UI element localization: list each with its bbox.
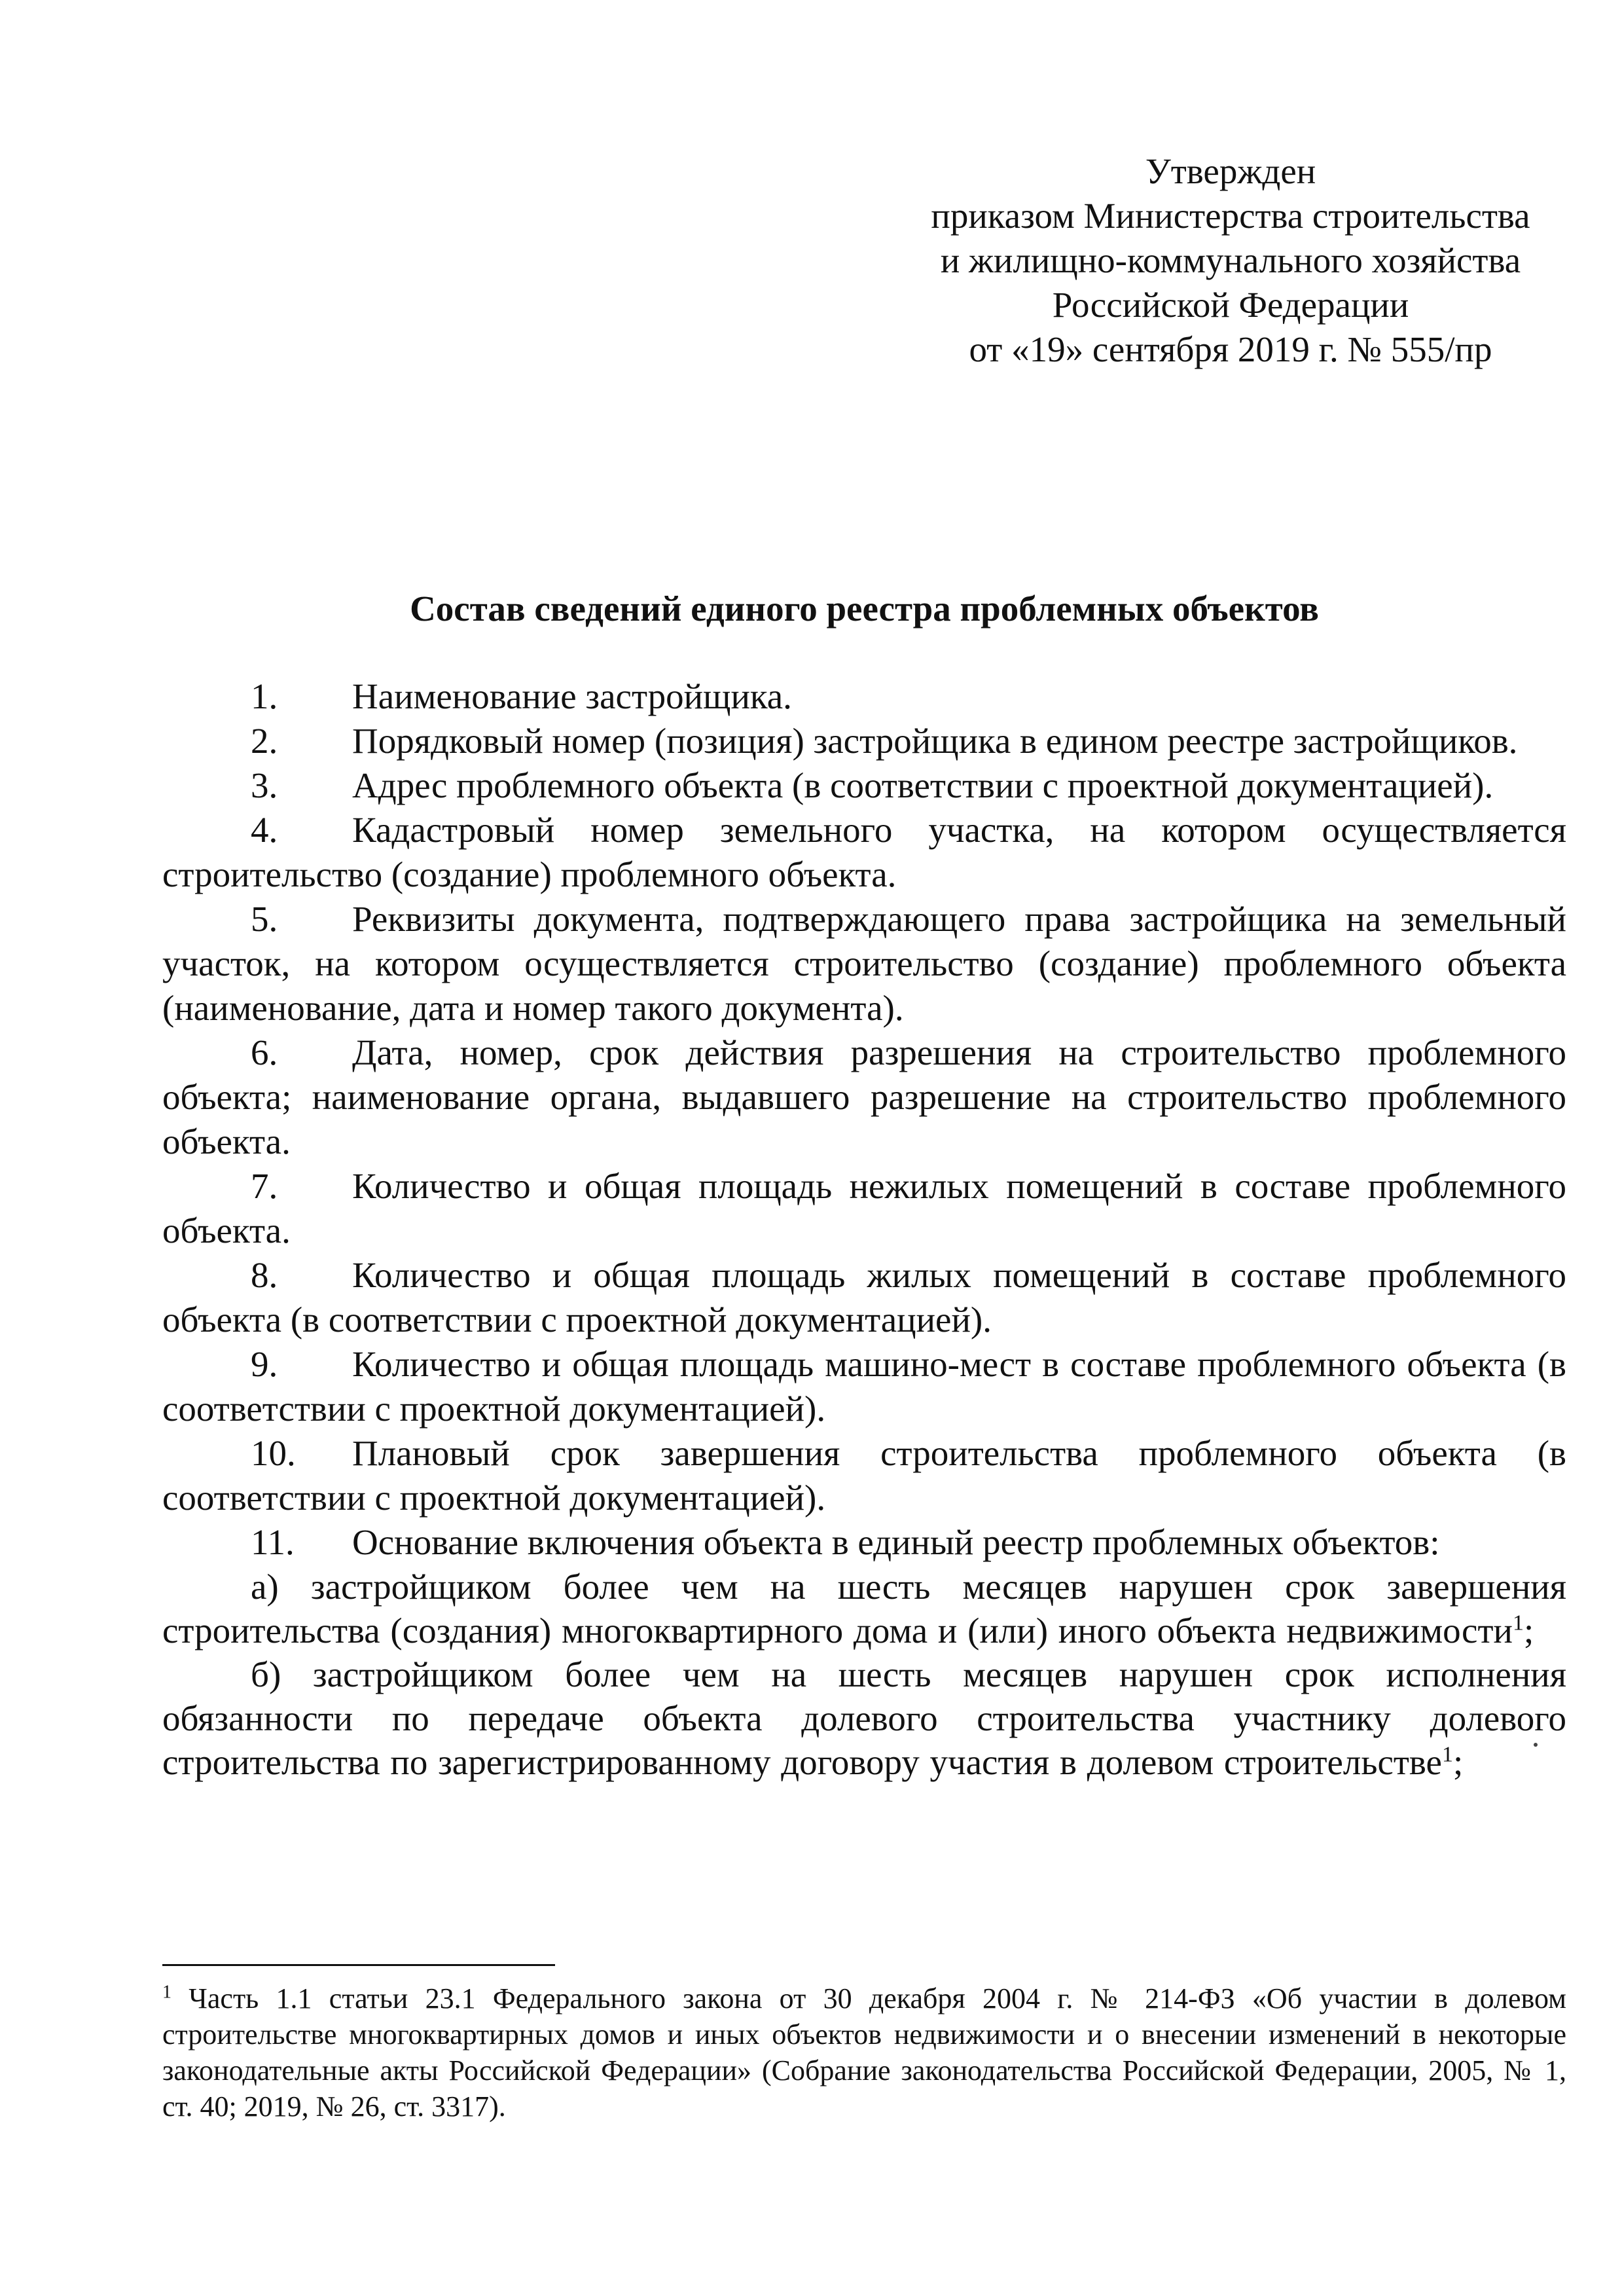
- list-item-number: 8.: [251, 1255, 278, 1295]
- approval-line-4: Российской Федерации: [1052, 285, 1409, 325]
- document-title: Состав сведений единого реестра проблемных объектов: [410, 589, 1319, 629]
- list-item-number: 1.: [251, 676, 278, 716]
- approval-line-3: и жилищно-коммунального хозяйства: [940, 240, 1521, 280]
- list-item: [162, 1030, 1566, 1164]
- footnote-ref: 1: [1512, 1611, 1524, 1635]
- list-item-text: Основание включения объекта в единый реестр проблемных объектов:: [352, 1522, 1440, 1562]
- approval-line-5: от «19» сентября 2019 г. № 555/пр: [969, 329, 1492, 369]
- footnote-divider: [162, 1964, 555, 1966]
- list-item: [162, 1520, 1566, 1565]
- list-item-number: 2.: [251, 721, 278, 761]
- list-item-text: Кадастровый номер земельного участка, на котором осуществляется строительство (создание) проблемного объекта.: [162, 810, 1566, 894]
- list-item-number: 5.: [251, 899, 278, 939]
- list-item: [162, 1342, 1566, 1431]
- footnote: [162, 1980, 1566, 2124]
- footnote-marker: 1: [162, 1982, 171, 2003]
- list-item-number: 9.: [251, 1344, 278, 1384]
- approval-line-1: Утвержден: [1145, 151, 1316, 191]
- approval-block: [880, 149, 1581, 372]
- subitem-a: [162, 1565, 1566, 1652]
- list-item-number: 10.: [251, 1433, 296, 1473]
- list-item-text: Количество и общая площадь жилых помещений в составе проблемного объекта (в соответствии с проектной документацией).: [162, 1255, 1566, 1339]
- list-item-number: 3.: [251, 765, 278, 805]
- list-item-text: Реквизиты документа, подтверждающего права застройщика на земельный участок, на котором осуществляется строительство (создание) проблемного объекта (наименование, дата и номер такого документа).: [162, 899, 1566, 1028]
- list-item: [162, 719, 1566, 763]
- footnote-ref: 1: [1441, 1742, 1453, 1767]
- subitem-b-text: б) застройщиком более чем на шесть месяцев нарушен срок исполнения обязанности по передаче объекта долевого строительства участнику долевого строительства по зарегистрированному договору участия в долевом строительстве: [162, 1654, 1566, 1782]
- subitem-b: [162, 1652, 1566, 1784]
- list-item: [162, 1431, 1566, 1520]
- list-item-text: Количество и общая площадь нежилых помещений в составе проблемного объекта.: [162, 1166, 1566, 1250]
- list-item-number: 6.: [251, 1032, 278, 1072]
- list-item: [162, 808, 1566, 897]
- subitem-b-end: ;: [1452, 1742, 1464, 1782]
- list-item-text: Дата, номер, срок действия разрешения на строительство проблемного объекта; наименование органа, выдавшего разрешение на строительство проблемного объекта.: [162, 1032, 1566, 1161]
- list-item: [162, 1164, 1566, 1253]
- list-item-text: Наименование застройщика.: [352, 676, 792, 716]
- list-item-number: 11.: [251, 1522, 295, 1562]
- list-item: [162, 897, 1566, 1030]
- list-item-number: 4.: [251, 810, 278, 850]
- approval-line-2: приказом Министерства строительства: [931, 196, 1530, 236]
- list-item: [162, 763, 1566, 808]
- list-item-text: Количество и общая площадь машино-мест в составе проблемного объекта (в соответствии с проектной документацией).: [162, 1344, 1566, 1429]
- footnote-text: Часть 1.1 статьи 23.1 Федерального закона от 30 декабря 2004 г. № 214-ФЗ «Об участии в долевом строительстве многоквартирных домов и иных объектов недвижимости и о внесении изменений в некоторые законодательные акты Российской Федерации» (Собрание законодательства Российской Федерации, 2005, № 1, ст. 40; 2019, № 26, ст. 3317).: [162, 1982, 1566, 2123]
- subitem-a-end: ;: [1523, 1611, 1534, 1650]
- list-item-text: Адрес проблемного объекта (в соответствии с проектной документацией).: [352, 765, 1494, 805]
- list-item-number: 7.: [251, 1166, 278, 1206]
- subitem-a-text: а) застройщиком более чем на шесть месяцев нарушен срок завершения строительства (создания) многоквартирного дома и (или) иного объекта недвижимости: [162, 1567, 1566, 1650]
- document-body: [162, 674, 1566, 1784]
- scan-speck: [1534, 1743, 1538, 1747]
- list-item-text: Порядковый номер (позиция) застройщика в едином реестре застройщиков.: [352, 721, 1518, 761]
- list-item-text: Плановый срок завершения строительства проблемного объекта (в соответствии с проектной документацией).: [162, 1433, 1566, 1518]
- list-item: [162, 674, 1566, 719]
- list-item: [162, 1253, 1566, 1342]
